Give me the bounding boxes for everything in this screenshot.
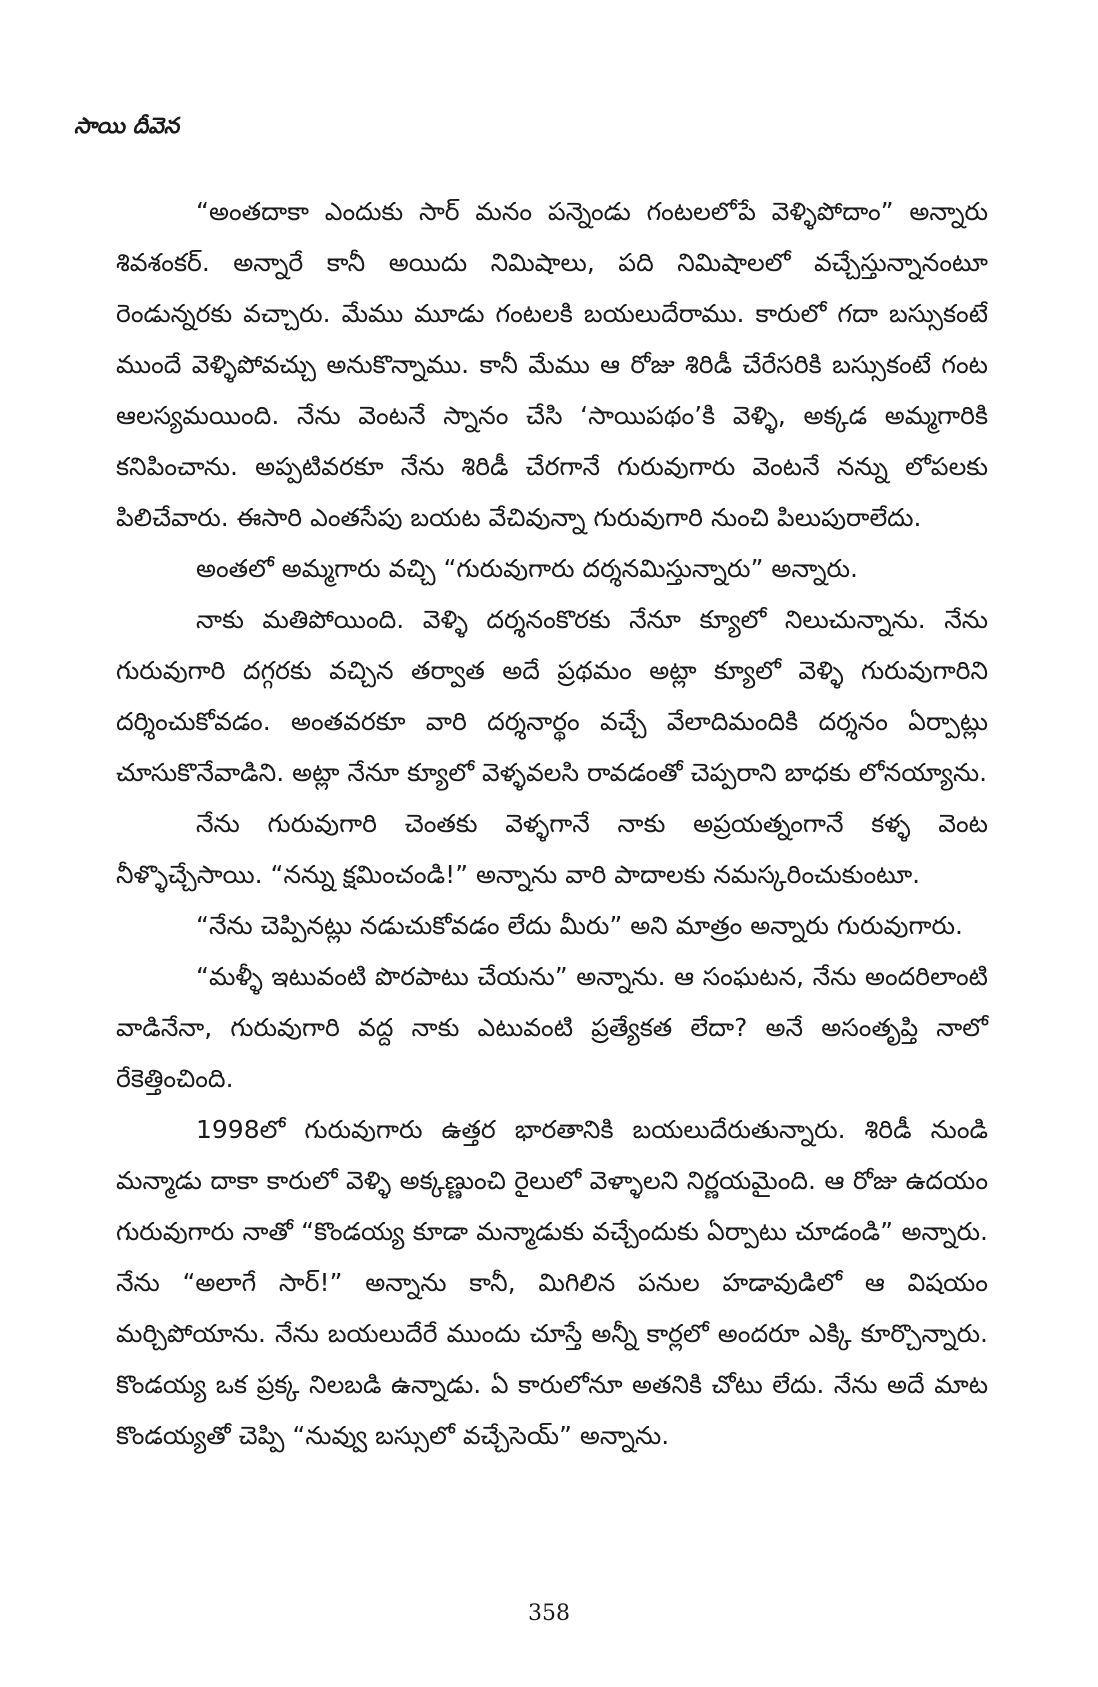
paragraph: “మళ్ళీ ఇటువంటి పొరపాటు చేయను” అన్నాను. ఆ సంఘటన, నేను అందరిలాంటి వాడినేనా, గురువుగారి వద్ద నాకు ఎటువంటి ప్రత్యేకత లేదా? అనే అసంతృప్తి నాలో రేకెత్తించింది. bbox=[116, 962, 988, 1093]
paragraph: నేను గురువుగారి చెంతకు వెళ్ళగానే నాకు అప్రయత్నంగానే కళ్ళ వెంట నీళ్ళొచ్చేసాయి. “నన్ను క్షమించండి!” అన్నాను వారి పాదాలకు నమస్కరించుకుంటూ. bbox=[116, 809, 988, 889]
paragraph: “నేను చెప్పినట్లు నడుచుకోవడం లేదు మీరు” అని మాత్రం అన్నారు గురువుగారు. bbox=[196, 911, 963, 940]
paragraph: అంతలో అమ్మగారు వచ్చి “గురువుగారు దర్శనమిస్తున్నారు” అన్నారు. bbox=[196, 554, 858, 583]
page-number: 358 bbox=[528, 1601, 570, 1626]
paragraph: 1998లో గురువుగారు ఉత్తర భారతానికి బయలుదేరుతున్నారు. శిరిడీ నుండి మన్మాడు దాకా కారులో వెళ్ళి అక్కణ్ణుంచి రైలులో వెళ్ళాలని నిర్ణయమైంది. ఆ రోజు ఉదయం గురువుగారు నాతో “కొండయ్య కూడా మన్మాడుకు వచ్చేందుకు ఏర్పాటు చూడండి” అన్నారు. నేను “అలాగే సార్!” అన్నాను కానీ, మిగిలిన పనుల హడావుడిలో ఆ విషయం మర్చిపోయాను. నేను బయలుదేరే ముందు చూస్తే అన్నీ కార్లలో అందరూ ఎక్కి కూర్చొన్నారు. కొండయ్య ఒక ప్రక్క నిలబడి ఉన్నాడు. ఏ కారులోనూ అతనికి చోటు లేదు. నేను అదే మాట కొండయ్యతో చెప్పి “నువ్వు బస్సులో వచ్చేసెయ్” అన్నాను. bbox=[116, 1115, 988, 1450]
body-text bbox=[116, 186, 988, 1461]
paragraph: నాకు మతిపోయింది. వెళ్ళి దర్శనంకొరకు నేనూ క్యూలో నిలుచున్నాను. నేను గురువుగారి దగ్గరకు వచ్చిన తర్వాత అదే ప్రథమం అట్లా క్యూలో వెళ్ళి గురువుగారిని దర్శించుకోవడం. అంతవరకూ వారి దర్శనార్థం వచ్చే వేలాదిమందికి దర్శనం ఏర్పాట్లు చూసుకొనేవాడిని. అట్లా నేనూ క్యూలో వెళ్ళవలసి రావడంతో చెప్పరాని బాధకు లోనయ్యాను. bbox=[116, 605, 988, 787]
paragraph: “అంతదాకా ఎందుకు సార్ మనం పన్నెండు గంటలలోపే వెళ్ళిపోదాం” అన్నారు శివశంకర్. అన్నారే కానీ అయిదు నిమిషాలు, పది నిమిషాలలో వచ్చేస్తున్నానంటూ రెండున్నరకు వచ్చారు. మేము మూడు గంటలకి బయలుదేరాము. కారులో గదా బస్సుకంటే ముందే వెళ్ళిపోవచ్చు అనుకొన్నాము. కానీ మేము ఆ రోజు శిరిడీ చేరేసరికి బస్సుకంటే గంట ఆలస్యమయింది. నేను వెంటనే స్నానం చేసి ‘సాయిపథం’కి వెళ్ళి, అక్కడ అమ్మగారికి కనిపించాను. అప్పటివరకూ నేను శిరిడీ చేరగానే గురువుగారు వెంటనే నన్ను లోపలకు పిలిచేవారు. ఈసారి ఎంతసేపు బయట వేచివున్నా గురువుగారి నుంచి పిలుపురాలేదు. bbox=[116, 197, 988, 532]
running-header: సాయి దీవెన bbox=[74, 114, 180, 139]
